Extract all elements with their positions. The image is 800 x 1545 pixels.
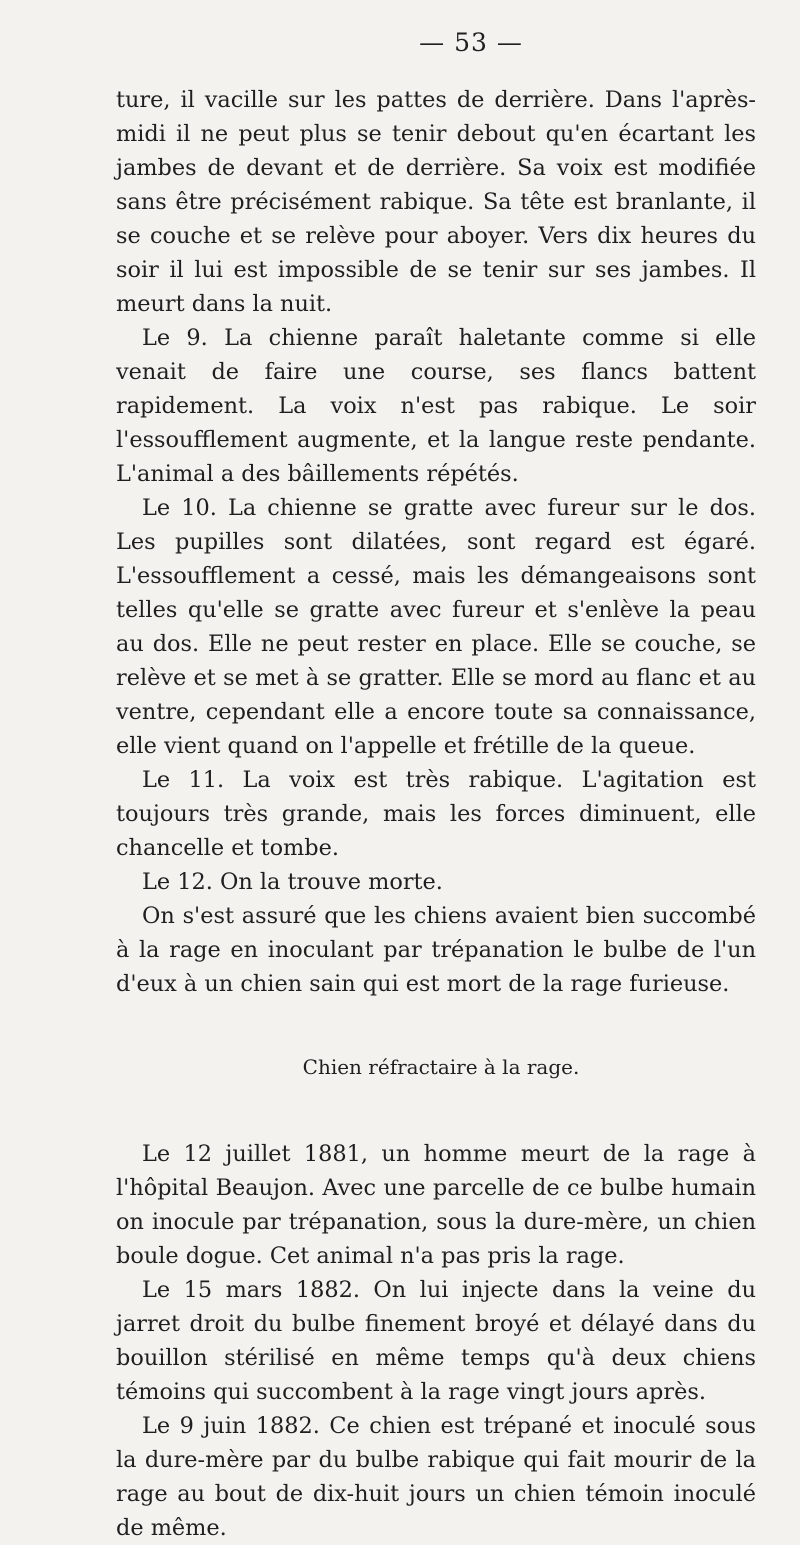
paragraph: Le 12 juillet 1881, un homme meurt de la rage à l'hôpital Beaujon. Avec une parcelle de ce bulbe humain on inocule par trépanation, sous la dure-mère, un chien boule dogue. Cet animal n'a pas pris la rage. <box>116 1141 756 1269</box>
page-number: — 53 — <box>419 28 523 57</box>
paragraph: Le 9. La chienne paraît haletante comme si elle venait de faire une course, ses flancs battent rapidement. La voix n'est pas rabique. Le soir l'essoufflement augmente, et la langue reste pendante. L'animal a des bâillements répétés. <box>116 325 756 487</box>
text-block-after <box>116 1137 756 1545</box>
paragraph: Le 10. La chienne se gratte avec fureur sur le dos. Les pupilles sont dilatées, sont regard est égaré. L'essoufflement a cessé, mais les démangeaisons sont telles qu'elle se gratte avec fureur et s'enlève la peau au dos. Elle ne peut rester en place. Elle se couche, se relève et se met à se gratter. Elle se mord au flanc et au ventre, cependant elle a encore toute sa connaissance, elle vient quand on l'appelle et frétille de la queue. <box>116 495 756 759</box>
section-heading: Chien réfractaire à la rage. <box>302 1055 580 1079</box>
paragraph: On s'est assuré que les chiens avaient bien succombé à la rage en inoculant par trépanation le bulbe de l'un d'eux à un chien sain qui est mort de la rage furieuse. <box>116 903 756 997</box>
paragraph: Le 15 mars 1882. On lui injecte dans la veine du jarret droit du bulbe finement broyé et délayé dans du bouillon stérilisé en même temps qu'à deux chiens témoins qui succombent à la rage vingt jours après. <box>116 1277 756 1405</box>
paragraph: ture, il vacille sur les pattes de derrière. Dans l'après-midi il ne peut plus se tenir debout qu'en écartant les jambes de devant et de derrière. Sa voix est modifiée sans être précisément rabique. Sa tête est branlante, il se couche et se relève pour aboyer. Vers dix heures du soir il lui est impossible de se tenir sur ses jambes. Il meurt dans la nuit. <box>116 87 756 317</box>
paragraph: Le 12. On la trouve morte. <box>142 869 443 895</box>
text-block-before <box>116 83 756 1001</box>
paragraph: Le 11. La voix est très rabique. L'agitation est toujours très grande, mais les forces diminuent, elle chancelle et tombe. <box>116 767 756 861</box>
paragraph: Le 9 juin 1882. Ce chien est trépané et inoculé sous la dure-mère par du bulbe rabique qui fait mourir de la rage au bout de dix-huit jours un chien témoin inoculé de même. <box>116 1413 756 1541</box>
